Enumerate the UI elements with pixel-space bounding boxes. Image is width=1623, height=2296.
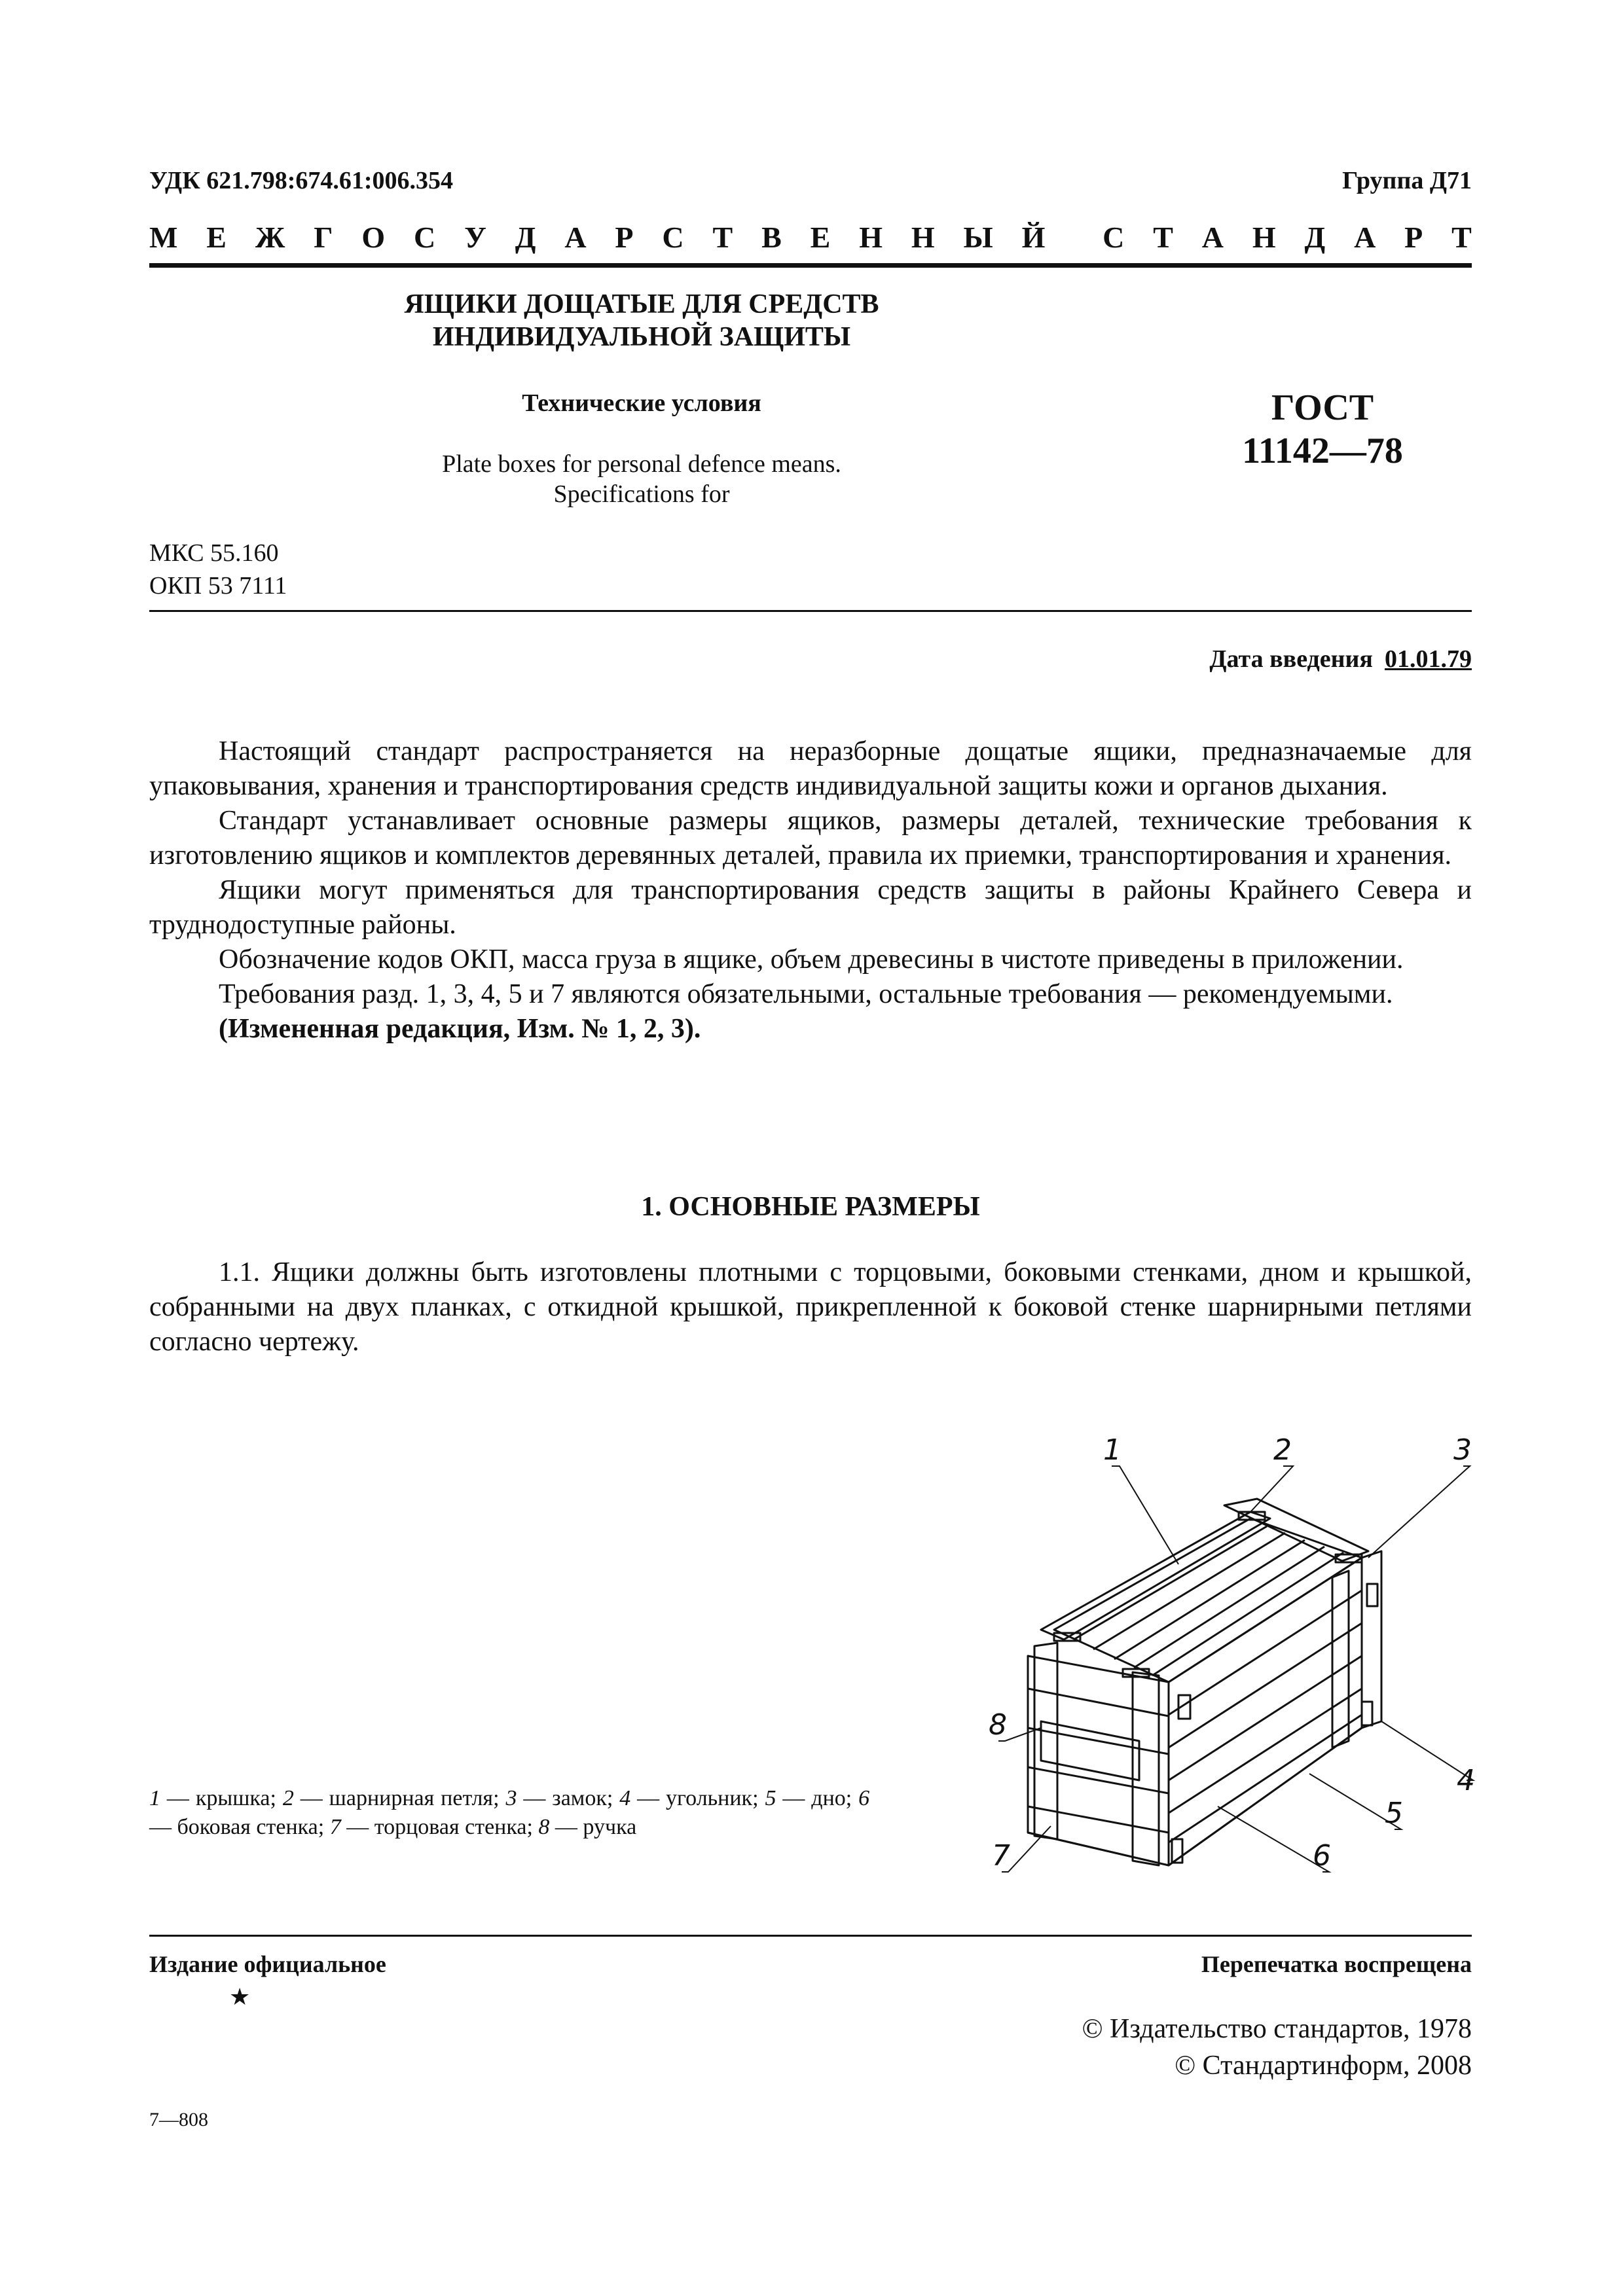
document-title — [282, 288, 1002, 353]
box-drawing — [943, 1414, 1493, 1885]
codes-rule — [149, 610, 1472, 612]
heading-letter: Р — [1404, 221, 1423, 254]
official-edition: Издание официальное — [149, 1951, 386, 1977]
footer-rule — [149, 1935, 1472, 1937]
heading-letter: Р — [615, 221, 634, 254]
heading-letter: Е — [810, 221, 831, 254]
legend-item: 8 — ручка — [538, 1815, 637, 1839]
heading-letter: М — [149, 221, 178, 254]
heading-letter: А — [1201, 221, 1224, 254]
star-icon: ★ — [229, 1984, 251, 2010]
amendment-note: (Измененная редакция, Изм. № 1, 2, 3). — [219, 1014, 701, 1044]
callout-3: 3 — [1453, 1433, 1472, 1467]
english-title-line-1: Plate boxes for personal defence means. — [442, 450, 841, 478]
page-code: 7—808 — [149, 2109, 208, 2130]
heading-letter: О — [361, 221, 386, 254]
paragraph: Обозначение кодов ОКП, масса груза в ящике, объем древесины в чистоте приведены в приложении. — [219, 944, 1404, 975]
heading-letter: Ы — [963, 221, 993, 254]
drawing-legend — [149, 1784, 869, 1842]
callout-4: 4 — [1457, 1764, 1475, 1797]
heading-letter: Е — [206, 221, 227, 254]
gost-label: ГОСТ — [1271, 387, 1374, 428]
date-label: Дата введения — [1209, 645, 1373, 673]
end-wall — [1028, 1656, 1169, 1865]
date-value: 01.01.79 — [1385, 645, 1472, 673]
heading-letter: С — [414, 221, 436, 254]
introduction-date — [1209, 645, 1472, 673]
copyright-line-1: © Издательство стандартов, 1978 — [1082, 2014, 1472, 2044]
gost-number — [1165, 386, 1480, 473]
legend-item: 1 — крышка; — [149, 1786, 276, 1810]
paragraph: Требования разд. 1, 3, 4, 5 и 7 являются обязательными, остальные требования — рекомендуемыми. — [219, 979, 1393, 1009]
classification-codes — [149, 537, 287, 602]
title-line-2: ИНДИВИДУАЛЬНОЙ ЗАЩИТЫ — [432, 322, 851, 352]
callout-leader-1 — [1112, 1466, 1178, 1564]
heading-letter: А — [1354, 221, 1376, 254]
english-title-line-2: Specifications for — [553, 480, 730, 508]
callout-1: 1 — [1103, 1433, 1122, 1467]
heading-letter: Н — [911, 221, 935, 254]
end-cleat — [1133, 1672, 1159, 1865]
heading-letter: Н — [859, 221, 883, 254]
section-1-title: 1. ОСНОВНЫЕ РАЗМЕРЫ — [641, 1192, 980, 1222]
copyright-line-2: © Стандартинформ, 2008 — [1175, 2051, 1472, 2081]
title-line-1: ЯЩИКИ ДОЩАТЫЕ ДЛЯ СРЕДСТВ — [404, 289, 879, 319]
interstate-standard-heading — [149, 220, 1472, 255]
group-code: Группа Д71 — [1342, 167, 1472, 194]
heading-letter: В — [761, 221, 782, 254]
gost-code: 11142—78 — [1242, 431, 1403, 471]
heading-letter: У — [464, 221, 486, 254]
lid-cleat — [1041, 1512, 1270, 1640]
paragraph: Ящики могут применяться для транспортирования средств защиты в районы Крайнего Севера и труднодоступные районы. — [149, 875, 1472, 940]
legend-item: 2 — шарнирная петля; — [282, 1786, 500, 1810]
corner-post — [1332, 1571, 1349, 1748]
legend-item: 7 — торцовая стенка; — [329, 1815, 533, 1839]
heading-letter: Д — [1304, 221, 1326, 254]
heading-letter: Й — [1021, 221, 1046, 254]
heading-letter: С — [1103, 221, 1125, 254]
heading-letter: С — [662, 221, 684, 254]
paragraph: Настоящий стандарт распространяется на неразборные дощатые ящики, предназначаемые для упаковывания, хранения и транспортирования средств индивидуальной защиты кожи и органов дыхания. — [149, 736, 1472, 801]
lock — [1367, 1584, 1377, 1606]
heading-letter: Т — [712, 221, 733, 254]
intro-text — [149, 734, 1472, 1047]
corner-bracket — [1362, 1702, 1372, 1725]
paragraph: Стандарт устанавливает основные размеры ящиков, размеры деталей, технические требования к изготовлению ящиков и комплектов деревянных деталей, правила их приемки, транспортирования и хранения. — [149, 806, 1472, 870]
english-title — [282, 449, 1002, 509]
legend-item: 6 — боковая стенка; — [149, 1786, 870, 1839]
mks-code: МКС 55.160 — [149, 539, 279, 567]
heading-letter: Т — [1153, 221, 1173, 254]
okp-code: ОКП 53 7111 — [149, 572, 287, 600]
legend-item: 4 — угольник; — [619, 1786, 759, 1810]
callout-8: 8 — [989, 1708, 1007, 1742]
paragraph: 1.1. Ящики должны быть изготовлены плотными с торцовыми, боковыми стенками, дном и крышкой, собранными на двух планках, с откидной крышкой, прикрепленной к боковой стенке шарнирными петлями согласно чертежу. — [149, 1257, 1472, 1357]
legend-item: 5 — дно; — [765, 1786, 852, 1810]
section-1-text — [149, 1255, 1472, 1359]
callout-6: 6 — [1313, 1839, 1331, 1873]
reprint-prohibited: Перепечатка воспрещена — [1201, 1951, 1472, 1977]
legend-item: 3 — замок; — [505, 1786, 613, 1810]
callout-leader-3 — [1368, 1466, 1470, 1558]
heading-letter: А — [564, 221, 587, 254]
heading-letter: Н — [1252, 221, 1276, 254]
subtitle: Технические условия — [522, 389, 761, 417]
header-thick-rule — [149, 263, 1472, 268]
heading-letter: Г — [314, 221, 333, 254]
udk-code: УДК 621.798:674.61:006.354 — [149, 167, 454, 194]
callout-2: 2 — [1273, 1433, 1292, 1467]
callout-7: 7 — [992, 1839, 1010, 1873]
callout-5: 5 — [1385, 1797, 1403, 1830]
copyright — [1082, 2011, 1472, 2084]
heading-letter: Д — [515, 221, 536, 254]
heading-letter: Т — [1451, 221, 1472, 254]
heading-letter: Ж — [255, 221, 285, 254]
